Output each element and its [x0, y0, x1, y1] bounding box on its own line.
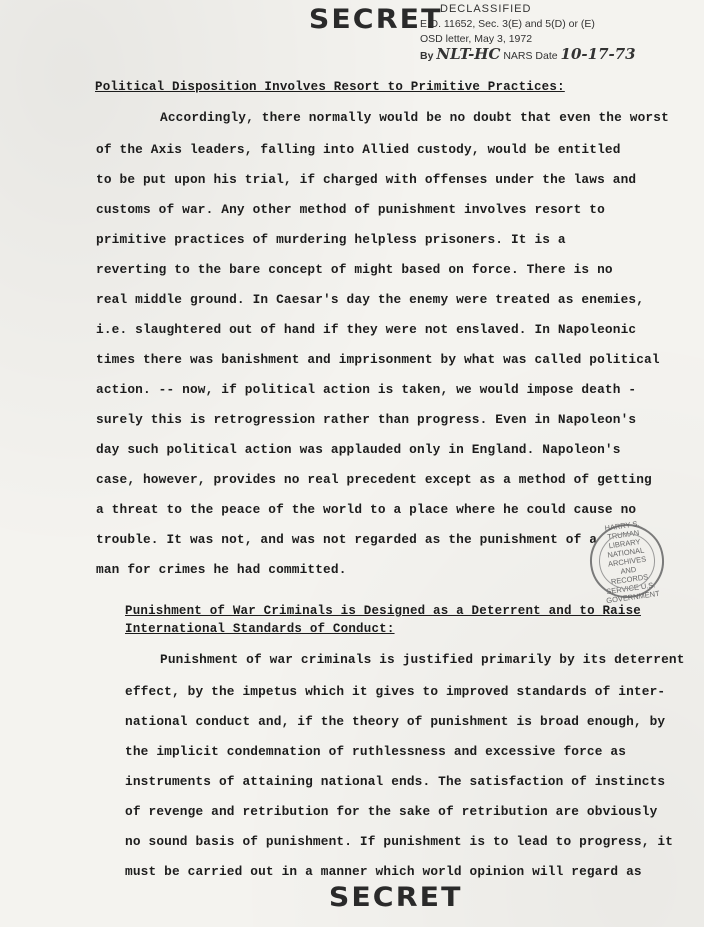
by-initials: NLT-HC [436, 45, 501, 63]
nars-date: 10-17-73 [560, 45, 636, 63]
section2-line: effect, by the impetus which it gives to improved standards of inter- [125, 684, 666, 699]
section2-line: Punishment of war criminals is justified primarily by its deterrent [160, 652, 685, 667]
declassification-stamp [420, 2, 636, 64]
section1-line: trouble. It was not, and was not regarded as the punishment of a [96, 532, 598, 547]
declassified-authority: E.O. 11652, Sec. 3(E) and 5(D) or (E) [420, 18, 595, 30]
section2-line: national conduct and, if the theory of punishment is broad enough, by [125, 714, 666, 729]
section2-heading-line2: International Standards of Conduct: [125, 622, 395, 636]
section1-line: of the Axis leaders, falling into Allied custody, would be entitled [96, 142, 621, 157]
nars-date-label: NARS Date [503, 50, 558, 62]
section2-heading-line1: Punishment of War Criminals is Designed as a Deterrent and to Raise [125, 604, 641, 618]
section1-line: Accordingly, there normally would be no doubt that even the worst [160, 110, 669, 125]
section2-line: the implicit condemnation of ruthlessness and excessive force as [125, 744, 627, 759]
section1-heading: Political Disposition Involves Resort to Primitive Practices: [95, 80, 565, 94]
section2-line: must be carried out in a manner which world opinion will regard as [125, 864, 642, 879]
section1-line: i.e. slaughtered out of hand if they were not enslaved. In Napoleonic [96, 322, 637, 337]
section1-line: times there was banishment and imprisonment by what was called political [96, 352, 660, 367]
declassified-by-line [420, 47, 636, 64]
section1-line: primitive practices of murdering helpless prisoners. It is a [96, 232, 566, 247]
section2-line: no sound basis of punishment. If punishment is to lead to progress, it [125, 834, 674, 849]
section1-line: real middle ground. In Caesar's day the enemy were treated as enemies, [96, 292, 645, 307]
secret-stamp-bottom: SECRET [328, 882, 463, 913]
section1-line: a threat to the peace of the world to a place where he could cause no [96, 502, 637, 517]
section2-line: of revenge and retribution for the sake of retribution are obviously [125, 804, 658, 819]
section1-line: action. -- now, if political action is taken, we would impose death - [96, 382, 637, 397]
section1-line: customs of war. Any other method of punishment involves resort to [96, 202, 605, 217]
section1-line: man for crimes he had committed. [96, 562, 347, 577]
secret-stamp-top: SECRET [308, 4, 443, 35]
declassified-title: DECLASSIFIED [440, 3, 532, 15]
by-label: By [420, 50, 434, 62]
section2-line: instruments of attaining national ends. The satisfaction of instincts [125, 774, 666, 789]
seal-text: HARRY S. TRUMAN LIBRARY NATIONAL ARCHIVES AND RECORDS SERVICE U.S. GOVERNMENT [603, 518, 661, 605]
truman-library-seal [585, 519, 669, 603]
section1-line: reverting to the bare concept of might based on force. There is no [96, 262, 613, 277]
section1-line: case, however, provides no real precedent except as a method of getting [96, 472, 652, 487]
section1-line: day such political action was applauded only in England. Napoleon's [96, 442, 621, 457]
section1-line: surely this is retrogression rather than progress. Even in Napoleon's [96, 412, 637, 427]
declassified-letter: OSD letter, May 3, 1972 [420, 33, 533, 45]
section1-line: to be put upon his trial, if charged with offenses under the laws and [96, 172, 637, 187]
